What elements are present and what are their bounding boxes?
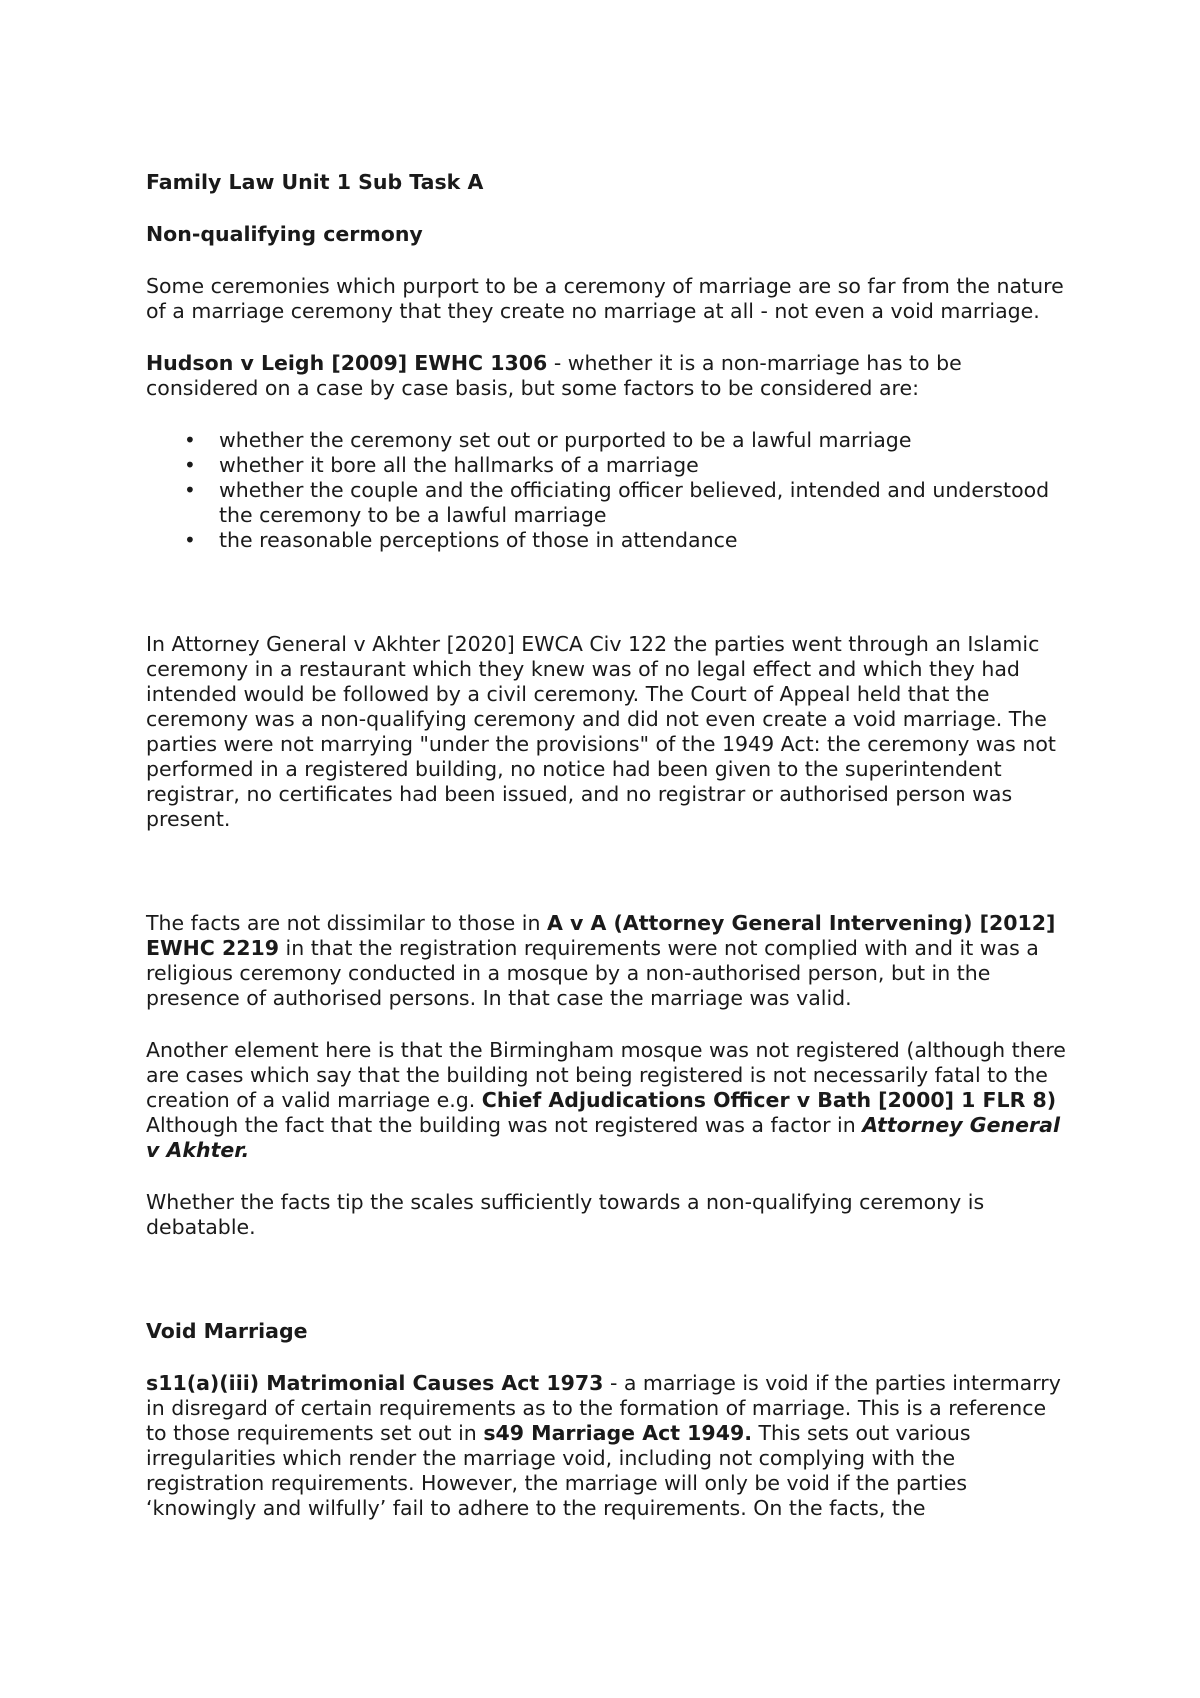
document-title: Family Law Unit 1 Sub Task A xyxy=(146,170,484,194)
mca-paragraph: s11(a)(iii) Matrimonial Causes Act 1973 - a marriage is void if the parties intermarry in disregard of certain requirements as to the formation of marriage. This is a reference to those requirements set out in s49 Marriage Act 1949. This sets out various irregularities which render the marriage void, including not complying with the registration requirements. However, the marriage will only be void if the parties ‘knowingly and wilfully’ fail to adhere to the requirements. On the facts, the xyxy=(146,1371,1061,1520)
list-item: • whether the ceremony set out or purported to be a lawful marriage xyxy=(184,428,912,452)
case-citation-ava: A v A (Attorney General Intervening) [2012] EWHC 2219 xyxy=(146,911,1056,960)
statute-citation-mca: s11(a)(iii) Matrimonial Causes Act 1973 xyxy=(146,1371,604,1395)
bullet-icon: • xyxy=(184,478,196,502)
hudson-text: - whether it is a non-marriage has to be considered on a case by case basis, but some factors to be considered are: xyxy=(146,351,962,400)
bullet-icon: • xyxy=(184,428,196,452)
case-citation-akhter: Attorney General v Akhter. xyxy=(146,1113,1060,1162)
intro-paragraph: Some ceremonies which purport to be a ceremony of marriage are so far from the nature of a marriage ceremony that they create no marriage at all - not even a void marriage. xyxy=(146,274,1064,323)
conclusion-paragraph: Whether the facts tip the scales sufficiently towards a non-qualifying ceremony is debatable. xyxy=(146,1190,985,1239)
case-citation-hudson: Hudson v Leigh [2009] EWHC 1306 xyxy=(146,351,548,375)
bullet-icon: • xyxy=(184,453,196,477)
list-item: • whether the couple and the officiating officer believed, intended and understood the ceremony to be a lawful marriage xyxy=(184,478,1050,527)
section-heading-non-qualifying: Non-qualifying cermony xyxy=(146,222,423,246)
mosque-paragraph: Another element here is that the Birmingham mosque was not registered (although there are cases which say that the building not being registered is not necessarily fatal to the creation of a valid marriage e.g. Chief Adjudications Officer v Bath [2000] 1 FLR 8) Although the fact that the building was not registered was a factor in Attorney General v Akhter. xyxy=(146,1038,1066,1162)
hudson-paragraph xyxy=(146,351,1066,401)
factors-list xyxy=(146,428,1066,553)
statute-citation-ma: s49 Marriage Act 1949. xyxy=(483,1421,753,1445)
akhter-paragraph: In Attorney General v Akhter [2020] EWCA Civ 122 the parties went through an Islamic ceremony in a restaurant which they knew was of no legal effect and which they had intended would be followed by a civil ceremony. The Court of Appeal held that the ceremony was a non-qualifying ceremony and did not even create a void marriage. The parties were not marrying "under the provisions" of the 1949 Act: the ceremony was not performed in a registered building, no notice had been given to the superintendent registrar, no certificates had been issued, and no registrar or authorised person was present. xyxy=(146,632,1056,831)
document-page xyxy=(146,170,1066,1521)
bullet-icon: • xyxy=(184,528,196,552)
list-item: • whether it bore all the hallmarks of a marriage xyxy=(184,453,699,477)
ava-paragraph: The facts are not dissimilar to those in A v A (Attorney General Intervening) [2012] EWHC 2219 in that the registration requirements were not complied with and it was a religious ceremony conducted in a mosque by a non-authorised person, but in the presence of authorised persons. In that case the marriage was valid. xyxy=(146,911,1056,1010)
case-citation-bath: Chief Adjudications Officer v Bath [2000] 1 FLR 8) xyxy=(481,1088,1057,1112)
section-heading-void-marriage: Void Marriage xyxy=(146,1319,308,1343)
list-item: • the reasonable perceptions of those in attendance xyxy=(184,528,738,552)
